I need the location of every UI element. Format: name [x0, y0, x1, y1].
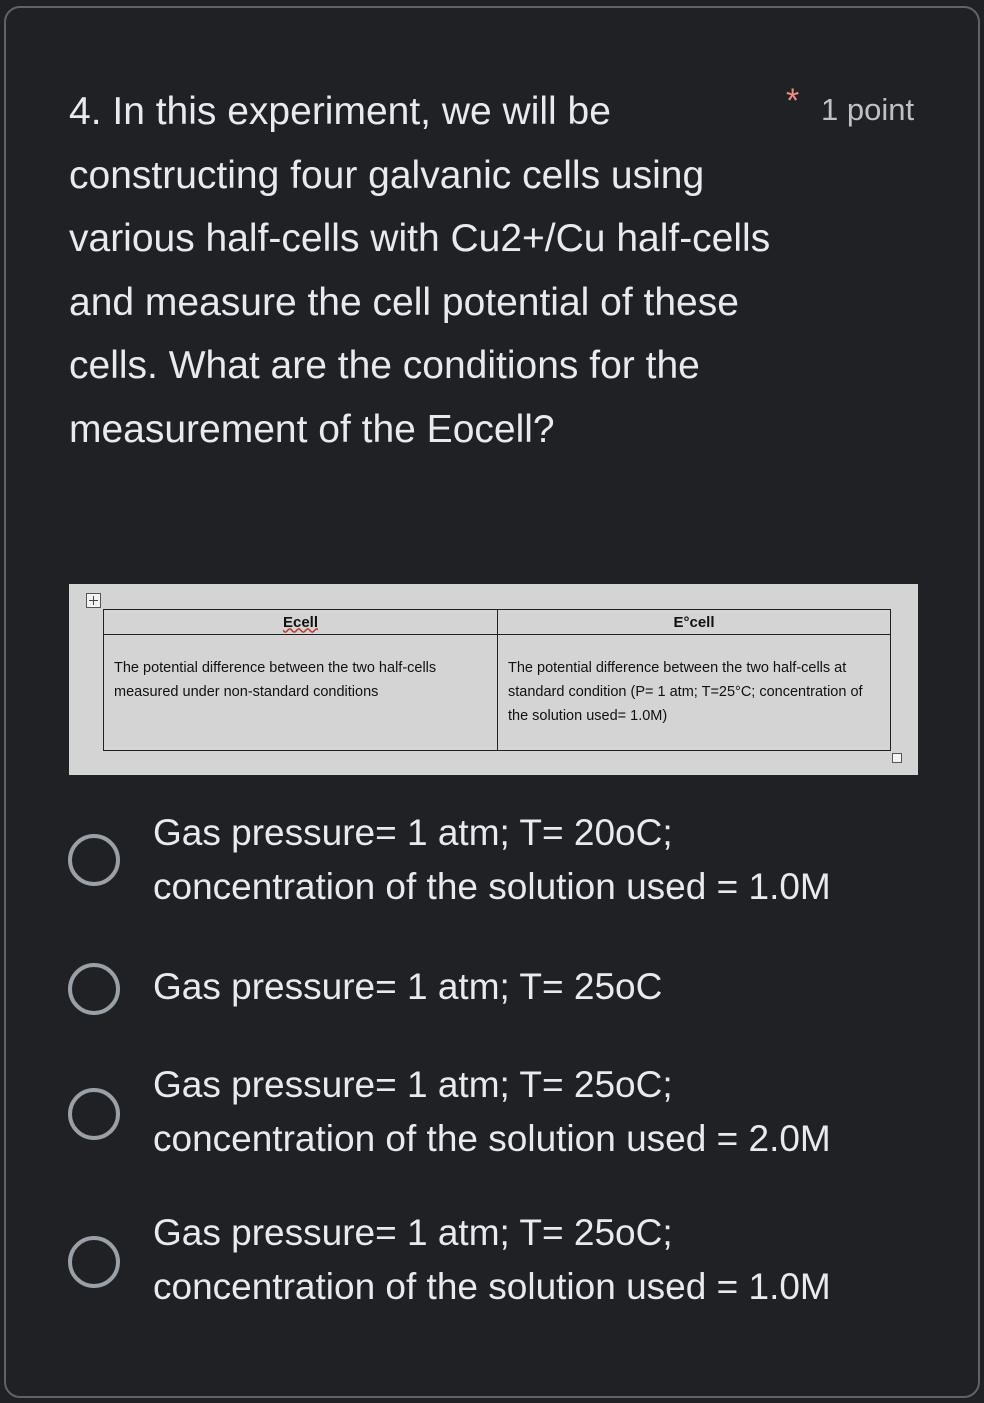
radio-button-option-3[interactable] [68, 1088, 120, 1140]
table-cell-ecell-definition: The potential difference between the two half-cells measured under non-standard conditions [104, 635, 498, 751]
option-2-line-1: Gas pressure= 1 atm; T= 25oC [153, 966, 663, 1007]
table-move-handle-icon [86, 593, 101, 608]
option-3-line-1: Gas pressure= 1 atm; T= 25oC; [153, 1064, 673, 1105]
radio-button-option-1[interactable] [68, 834, 120, 886]
option-4-line-1: Gas pressure= 1 atm; T= 25oC; [153, 1212, 673, 1253]
header-ecell-text: Ecell [282, 613, 319, 631]
radio-button-option-4[interactable] [68, 1236, 120, 1288]
question-text: 4. In this experiment, we will be constructing four galvanic cells using various half-cells with Cu2+/Cu half-cells and measure the cell potential of these cells. What are the conditions for the measurement of the Eocell? [69, 90, 771, 451]
points-label: 1 point [821, 92, 915, 127]
question-image [69, 584, 918, 775]
table-header-ecell [104, 610, 498, 635]
option-2-label[interactable] [153, 960, 933, 1014]
table-resize-handle-icon [892, 753, 902, 763]
option-4-line-2: concentration of the solution used = 1.0M [153, 1266, 831, 1307]
table-header-eocell: E°cell [498, 610, 891, 635]
option-1-line-2: concentration of the solution used = 1.0M [153, 866, 831, 907]
option-3-label[interactable] [153, 1058, 933, 1166]
table-row [104, 635, 891, 751]
definition-table [103, 609, 891, 751]
option-1-label[interactable] [153, 806, 933, 914]
radio-button-option-2[interactable] [68, 963, 120, 1015]
option-1-line-1: Gas pressure= 1 atm; T= 20oC; [153, 812, 673, 853]
option-3-line-2: concentration of the solution used = 2.0M [153, 1118, 831, 1159]
table-header-row [104, 610, 891, 635]
table-cell-eocell-definition: The potential difference between the two half-cells at standard condition (P= 1 atm; T=25°C; concentration of the solution used= 1.0M) [498, 635, 891, 751]
option-4-label[interactable] [153, 1206, 933, 1314]
question-card [4, 6, 980, 1398]
required-asterisk: * [786, 82, 800, 120]
